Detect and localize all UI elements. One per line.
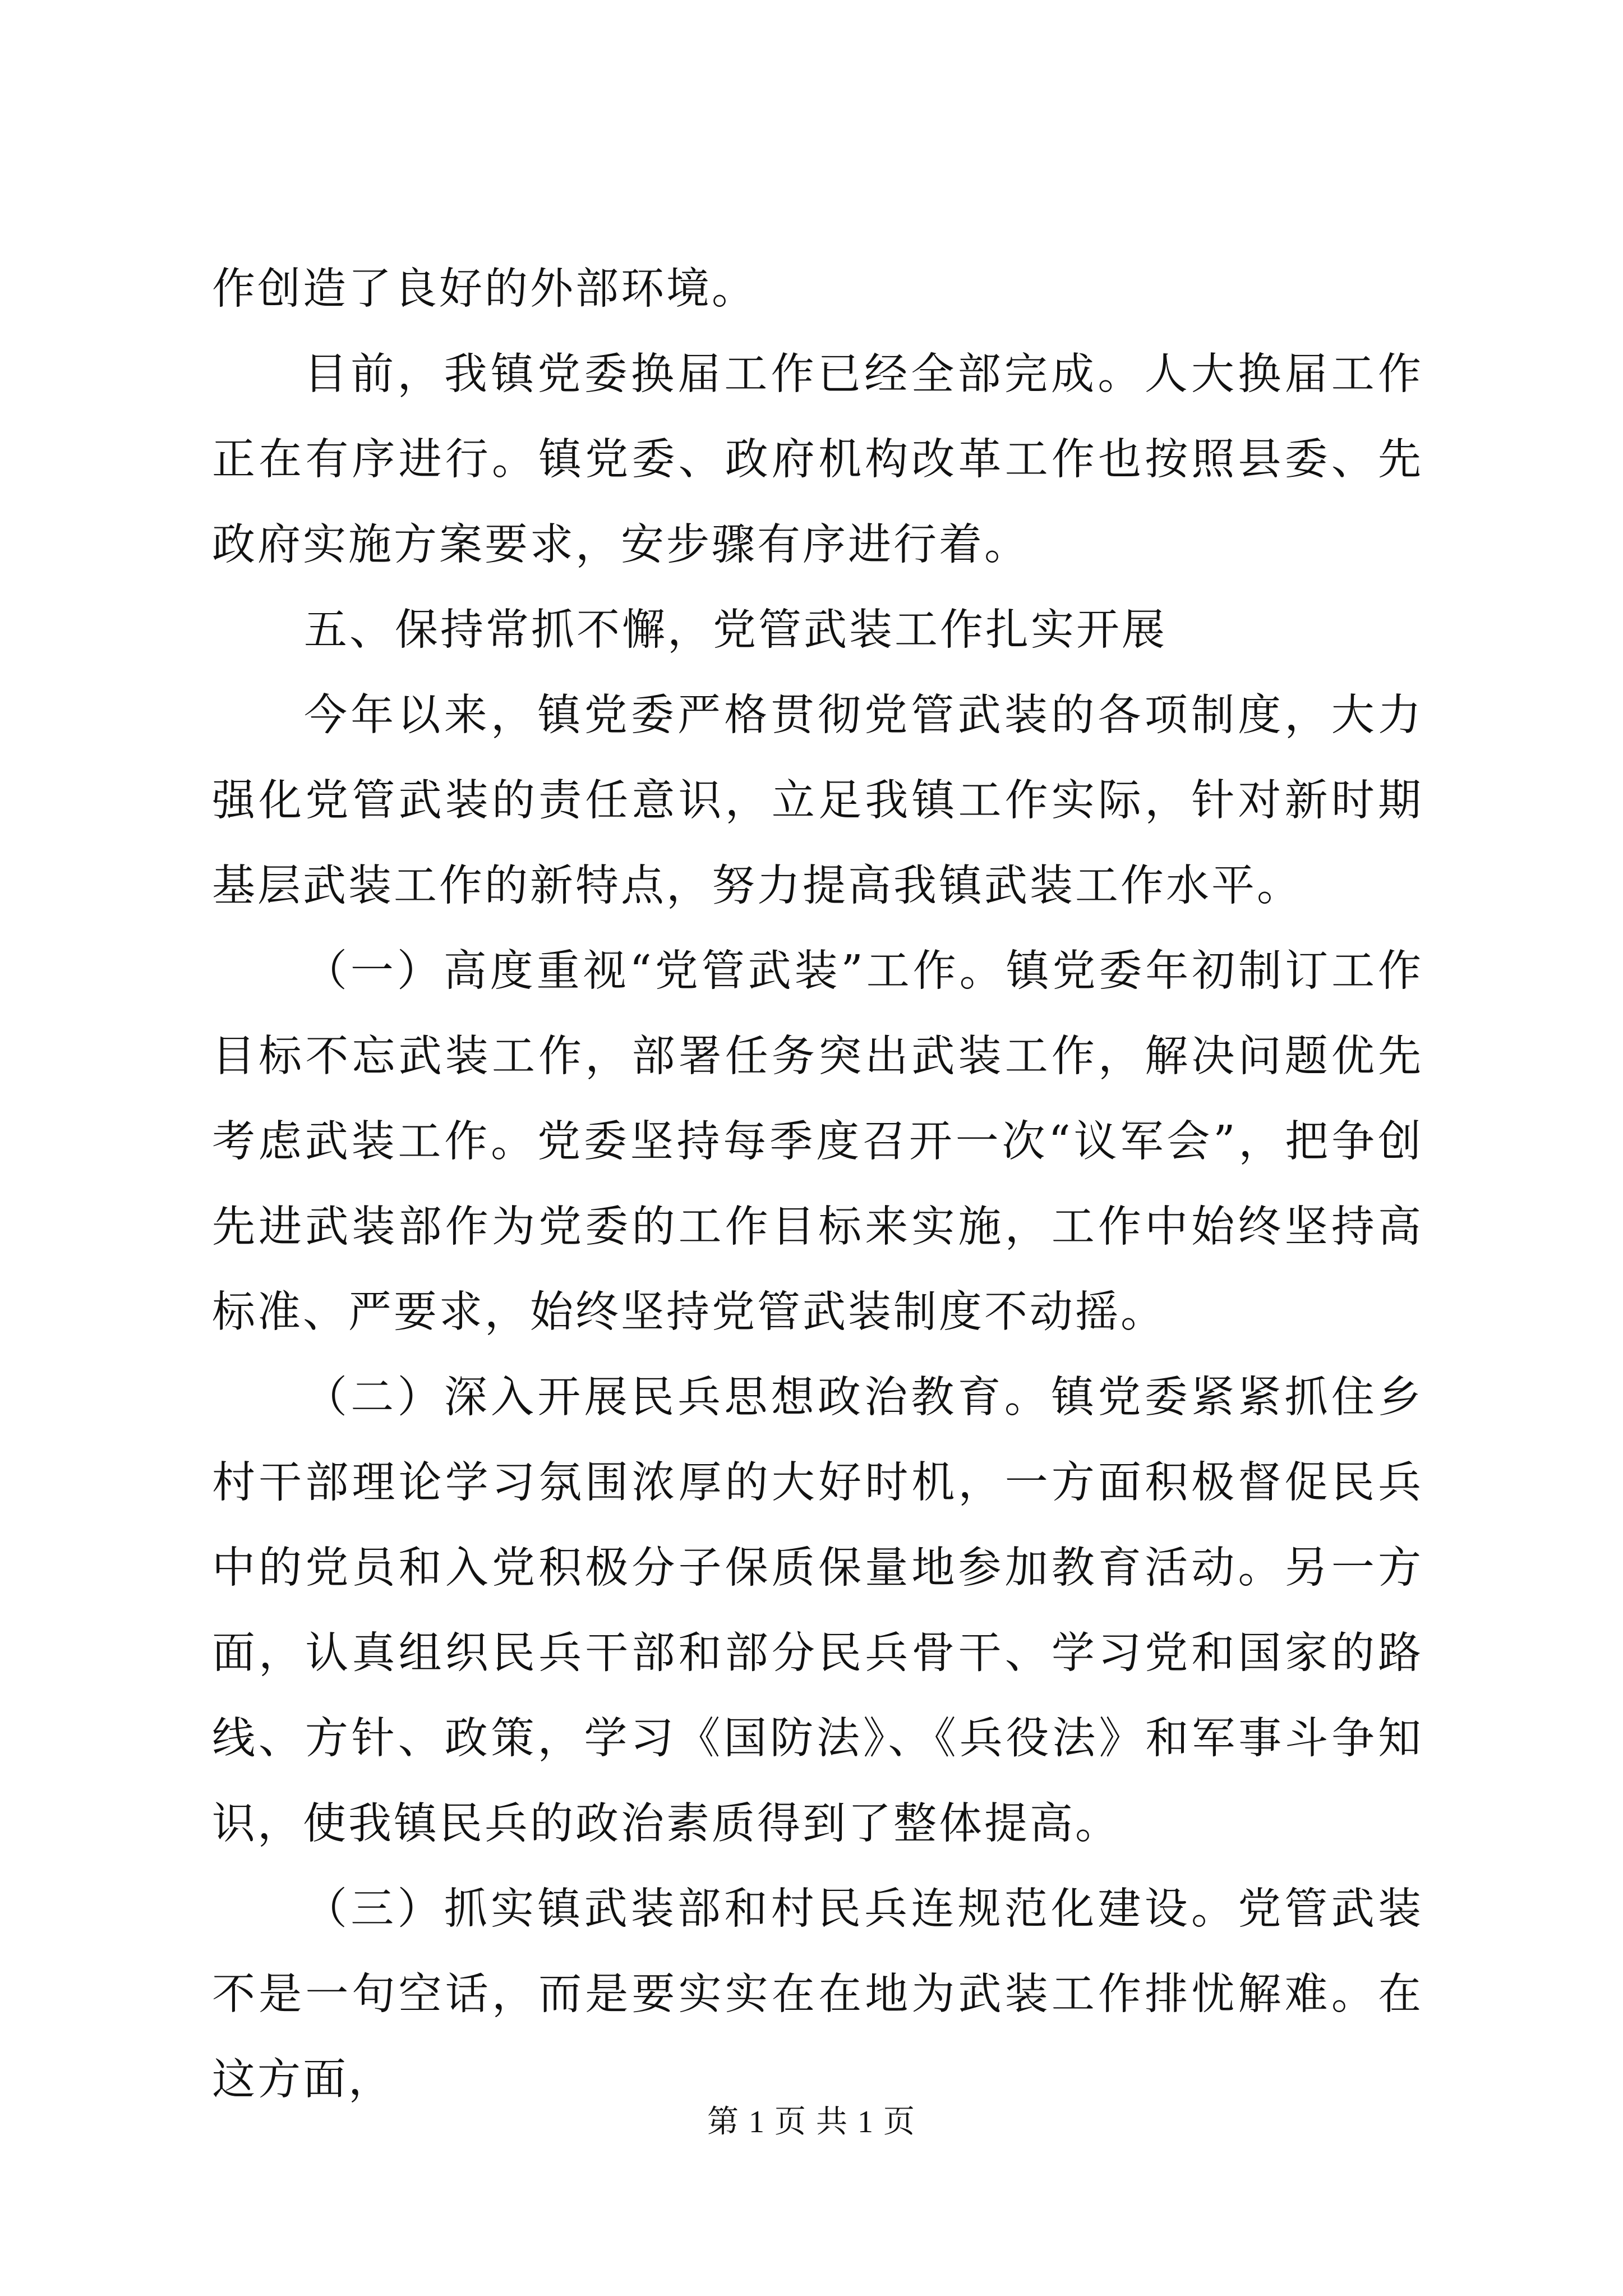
paragraph: （一）高度重视“党管武装”工作。镇党委年初制订工作目标不忘武装工作，部署任务突出武装工作，解决问题优先考虑武装工作。党委坚持每季度召开一次“议军会”，把争创先进武装部作为党委的工作目标来实施，工作中始终坚持高标准、严要求，始终坚持党管武装制度不动摇。 [212, 946, 1423, 1337]
page-number-label: 第 1 页 共 1 页 [707, 2105, 916, 2139]
paragraph: 作创造了良好的外部环境。 [212, 264, 757, 314]
document-body [212, 247, 1423, 2123]
paragraph: 今年以来，镇党委严格贯彻党管武装的各项制度，大力强化党管武装的责任意识，立足我镇工作实际，针对新时期基层武装工作的新特点，努力提高我镇武装工作水平。 [212, 691, 1423, 911]
page-footer [0, 2097, 1623, 2142]
paragraph: 目前，我镇党委换届工作已经全部完成。人大换届工作正在有序进行。镇党委、政府机构改革工作也按照县委、先政府实施方案要求，安步骤有序进行着。 [212, 349, 1423, 570]
section-heading: 五、保持常抓不懈，党管武装工作扎实开展 [304, 605, 1167, 655]
paragraph: （二）深入开展民兵思想政治教育。镇党委紧紧抓住乡村干部理论学习氛围浓厚的大好时机，一方面积极督促民兵中的党员和入党积极分子保质保量地参加教育活动。另一方面，认真组织民兵干部和部分民兵骨干、学习党和国家的路线、方针、政策，学习《国防法》、《兵役法》和军事斗争知识，使我镇民兵的政治素质得到了整体提高。 [212, 1373, 1423, 1849]
paragraph: （三）抓实镇武装部和村民兵连规范化建设。党管武装不是一句空话，而是要实实在在地为武装工作排忧解难。在这方面， [212, 1884, 1423, 2105]
